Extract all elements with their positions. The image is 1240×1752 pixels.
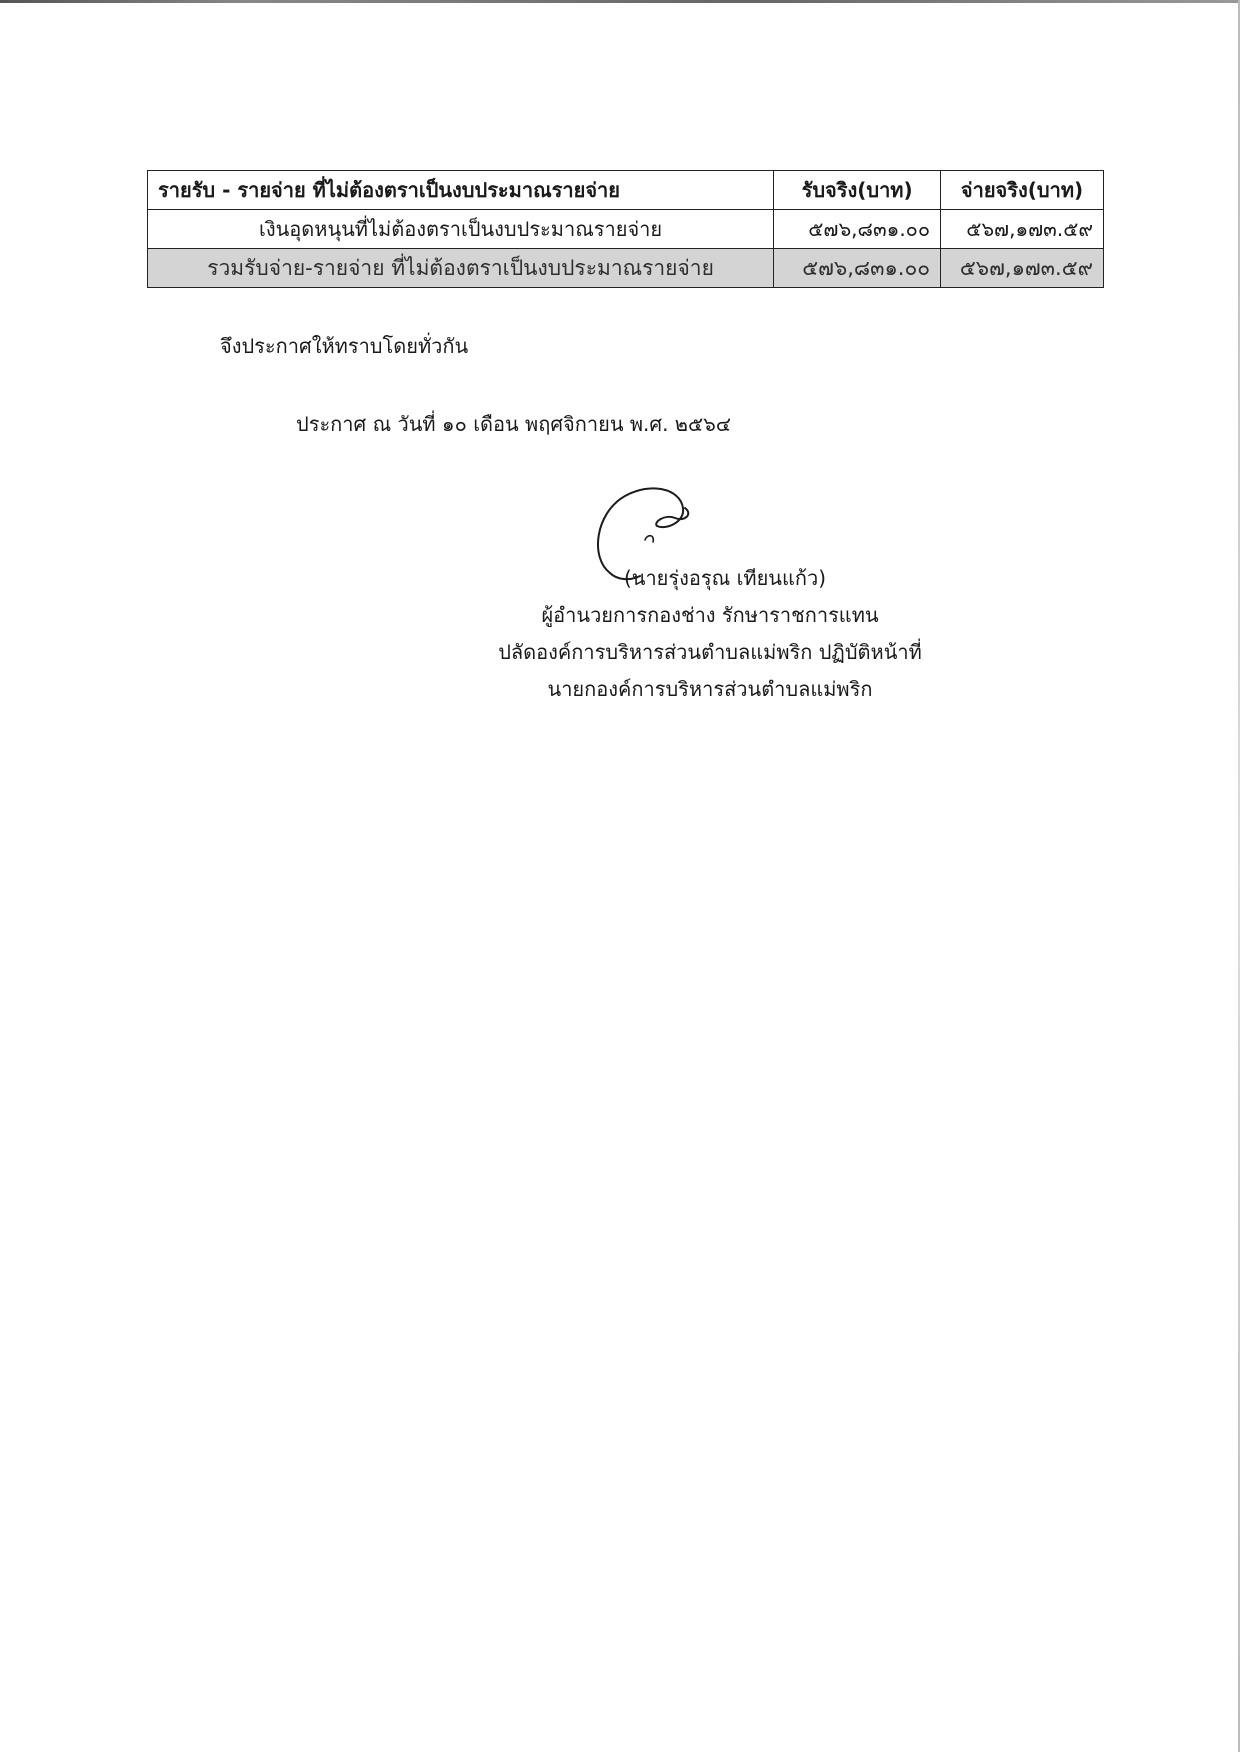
signatory-block: [460, 560, 960, 708]
announcement-text: จึงประกาศให้ทราบโดยทั่วกัน: [220, 334, 469, 358]
total-received: ๕๗๖,๘๓๑.๐๐: [774, 249, 941, 288]
header-received: รับจริง(บาท): [774, 171, 941, 210]
row-received: ๕๗๖,๘๓๑.๐๐: [774, 210, 941, 249]
row-paid: ๕๖๗,๑๗๓.๕๙: [941, 210, 1104, 249]
header-description: รายรับ - รายจ่าย ที่ไม่ต้องตราเป็นงบประมาณรายจ่าย: [148, 171, 774, 210]
table-total-row: [148, 249, 1104, 288]
total-description: รวมรับจ่าย-รายจ่าย ที่ไม่ต้องตราเป็นงบประมาณรายจ่าย: [148, 249, 774, 288]
scan-top-edge: [0, 0, 1240, 3]
budget-table: [147, 170, 1104, 288]
signatory-position-1: ผู้อำนวยการกองช่าง รักษาราชการแทน: [541, 603, 879, 627]
table-row: [148, 210, 1104, 249]
signatory-name: (นายรุ่งอรุณ เทียนแก้ว): [623, 566, 827, 590]
signatory-position-2: ปลัดองค์การบริหารส่วนตำบลแม่พริก ปฏิบัติหน้าที่: [498, 640, 922, 664]
header-paid: จ่ายจริง(บาท): [941, 171, 1104, 210]
table-header-row: [148, 171, 1104, 210]
row-description: เงินอุดหนุนที่ไม่ต้องตราเป็นงบประมาณรายจ่าย: [148, 210, 774, 249]
announcement-date: ประกาศ ณ วันที่ ๑๐ เดือน พฤศจิกายน พ.ศ. ๒๕๖๔: [296, 412, 731, 436]
signatory-position-3: นายกองค์การบริหารส่วนตำบลแม่พริก: [547, 677, 873, 701]
total-paid: ๕๖๗,๑๗๓.๕๙: [941, 249, 1104, 288]
